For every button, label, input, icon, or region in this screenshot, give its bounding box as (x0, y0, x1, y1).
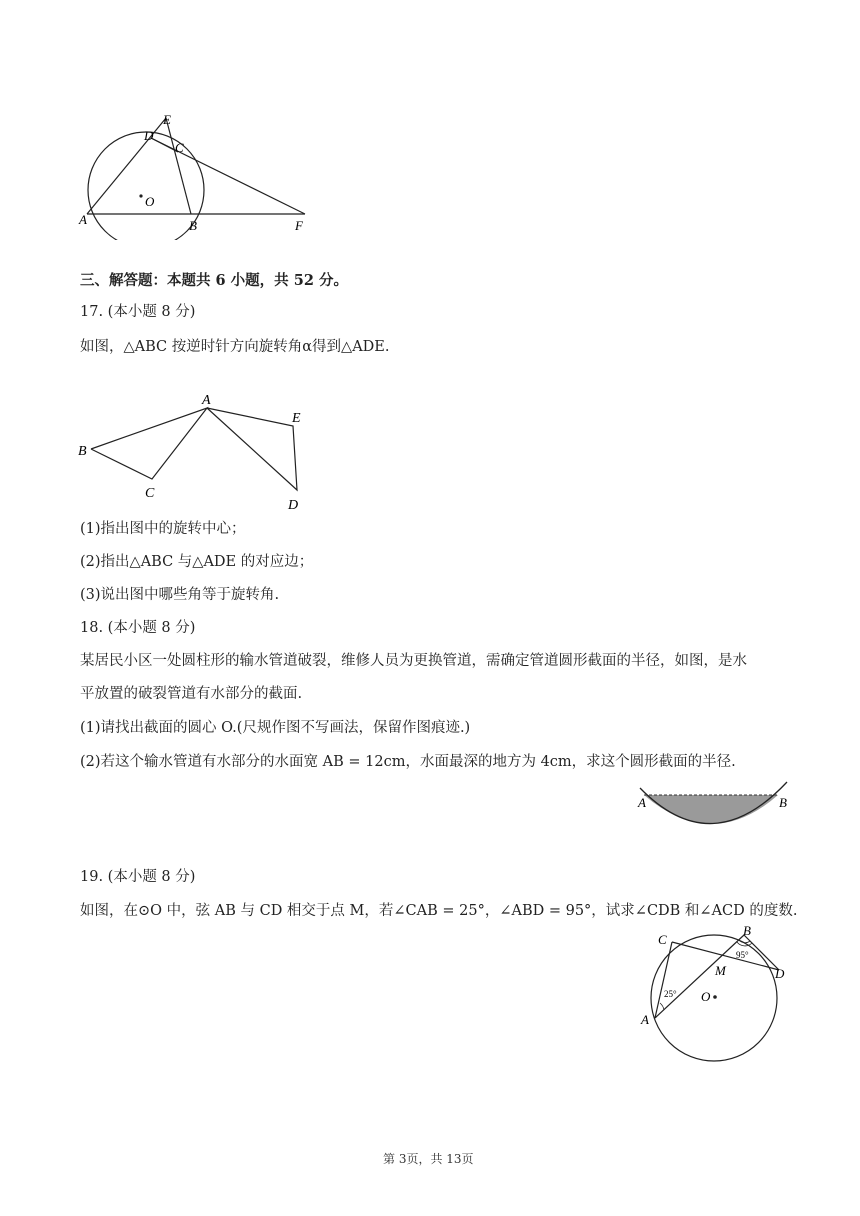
q18-number: 18. (本小题 8 分) (80, 620, 196, 636)
q19-stem: 如图，在⊙O 中，弦 AB 与 CD 相交于点 M，若∠CAB = 25°，∠ABD = 95°，试求∠CDB 和∠ACD 的度数. (80, 903, 798, 919)
label-A: A (638, 795, 646, 810)
q18-stem-line1: 某居民小区一处圆柱形的输水管道破裂，维修人员为更换管道，需确定管道圆形截面的半径，如图，是水 (80, 653, 747, 669)
q17-stem: 如图，△ABC 按逆时针方向旋转角α得到△ADE. (80, 339, 390, 355)
label-E: E (163, 112, 171, 127)
label-B: B (743, 923, 751, 938)
label-D: D (775, 966, 785, 981)
figure-rotation-triangles (75, 392, 315, 517)
label-D: D (144, 128, 154, 143)
q18-part1: (1)请找出截面的圆心 O.(尺规作图不写画法，保留作图痕迹.) (80, 720, 471, 736)
q19-number: 19. (本小题 8 分) (80, 869, 196, 885)
page-footer: 第 3页，共 13页 (383, 1152, 474, 1166)
label-C: C (175, 140, 184, 155)
label-O: O (701, 989, 711, 1004)
label-B: B (189, 218, 197, 233)
label-C: C (658, 932, 667, 947)
label-B: B (78, 444, 87, 459)
figure-circle-triangle (75, 110, 325, 240)
section-heading: 三、解答题：本题共 6 小题，共 52 分。 (80, 272, 348, 289)
angle-label-25: 25° (664, 989, 677, 999)
q17-number: 17. (本小题 8 分) (80, 304, 196, 320)
label-C: C (145, 486, 155, 501)
label-F: F (295, 218, 303, 233)
label-B: B (779, 795, 787, 810)
q18-stem-line2: 平放置的破裂管道有水部分的截面. (80, 686, 303, 702)
label-A: A (641, 1012, 649, 1027)
label-A: A (79, 212, 87, 227)
angle-label-95: 95° (736, 950, 749, 960)
q17-part1: (1)指出图中的旋转中心； (80, 521, 246, 537)
label-M: M (715, 963, 726, 978)
label-A: A (202, 393, 211, 408)
q18-part2: (2)若这个输水管道有水部分的水面宽 AB = 12cm，水面最深的地方为 4cm，求这个圆形截面的半径. (80, 754, 736, 770)
figure-intersecting-chords (638, 920, 798, 1065)
q17-part2: (2)指出△ABC 与△ADE 的对应边； (80, 554, 314, 570)
label-E: E (292, 411, 301, 426)
label-D: D (288, 498, 299, 513)
label-O: O (145, 194, 155, 209)
figure-pipe-section (632, 778, 797, 830)
q17-part3: (3)说出图中哪些角等于旋转角. (80, 587, 280, 603)
